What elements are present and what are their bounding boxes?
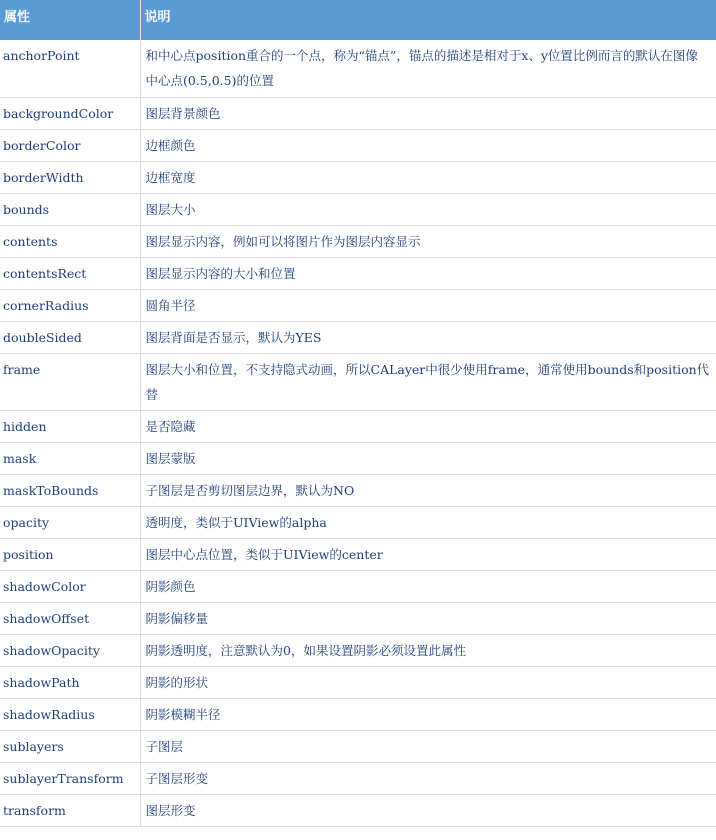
property-description: 边框颜色: [140, 129, 716, 161]
table-row: [0, 762, 716, 794]
property-description: 边框宽度: [140, 161, 716, 193]
table-row: [0, 161, 716, 193]
property-description: 图层形变: [140, 794, 716, 826]
property-name: opacity: [0, 506, 140, 538]
property-name: shadowOpacity: [0, 634, 140, 666]
header-description: 说明: [140, 0, 716, 40]
table-header: [0, 0, 716, 40]
table-row: [0, 442, 716, 474]
property-description: 子图层形变: [140, 762, 716, 794]
property-description: 阴影颜色: [140, 570, 716, 602]
table-row: [0, 474, 716, 506]
property-name: shadowPath: [0, 666, 140, 698]
property-description: 图层大小和位置，不支持隐式动画，所以CALayer中很少使用frame，通常使用bounds和position代替: [140, 353, 716, 410]
property-description: 透明度，类似于UIView的alpha: [140, 506, 716, 538]
table-row: [0, 730, 716, 762]
table-row: [0, 698, 716, 730]
property-description: 图层中心点位置，类似于UIView的center: [140, 538, 716, 570]
property-description: 图层背景颜色: [140, 97, 716, 129]
table-row: [0, 97, 716, 129]
property-name: bounds: [0, 193, 140, 225]
property-name: contentsRect: [0, 257, 140, 289]
property-name: mask: [0, 442, 140, 474]
property-description: 是否隐藏: [140, 410, 716, 442]
property-name: cornerRadius: [0, 289, 140, 321]
table-row: [0, 794, 716, 826]
property-description: 图层背面是否显示，默认为YES: [140, 321, 716, 353]
header-property: 属性: [0, 0, 140, 40]
property-name: anchorPoint: [0, 40, 140, 97]
property-description: 图层大小: [140, 193, 716, 225]
property-description: 和中心点position重合的一个点，称为“锚点”，锚点的描述是相对于x、y位置比例而言的默认在图像中心点(0.5,0.5)的位置: [140, 40, 716, 97]
property-name: sublayerTransform: [0, 762, 140, 794]
property-name: doubleSided: [0, 321, 140, 353]
property-name: borderColor: [0, 129, 140, 161]
table-row: [0, 321, 716, 353]
table-row: [0, 257, 716, 289]
property-name: shadowColor: [0, 570, 140, 602]
table-row: [0, 40, 716, 97]
property-name: maskToBounds: [0, 474, 140, 506]
property-description: 圆角半径: [140, 289, 716, 321]
property-description: 阴影偏移量: [140, 602, 716, 634]
property-name: contents: [0, 225, 140, 257]
table-row: [0, 353, 716, 410]
property-description: 图层显示内容的大小和位置: [140, 257, 716, 289]
property-description: 图层显示内容，例如可以将图片作为图层内容显示: [140, 225, 716, 257]
table-row: [0, 410, 716, 442]
property-name: sublayers: [0, 730, 140, 762]
header-row: [0, 0, 716, 40]
property-name: frame: [0, 353, 140, 410]
property-description: 阴影透明度，注意默认为0，如果设置阴影必须设置此属性: [140, 634, 716, 666]
property-description: 子图层是否剪切图层边界，默认为NO: [140, 474, 716, 506]
property-description: 图层蒙版: [140, 442, 716, 474]
property-description: 子图层: [140, 730, 716, 762]
property-name: shadowRadius: [0, 698, 140, 730]
property-name: borderWidth: [0, 161, 140, 193]
property-description: 阴影的形状: [140, 666, 716, 698]
table-row: [0, 225, 716, 257]
table-row: [0, 538, 716, 570]
table-row: [0, 129, 716, 161]
property-name: backgroundColor: [0, 97, 140, 129]
table-row: [0, 602, 716, 634]
property-name: position: [0, 538, 140, 570]
table-row: [0, 634, 716, 666]
property-name: transform: [0, 794, 140, 826]
table-row: [0, 193, 716, 225]
property-description: 阴影模糊半径: [140, 698, 716, 730]
table-row: [0, 570, 716, 602]
table-row: [0, 666, 716, 698]
table-row: [0, 506, 716, 538]
table-body: [0, 40, 716, 826]
property-name: hidden: [0, 410, 140, 442]
property-name: shadowOffset: [0, 602, 140, 634]
table-row: [0, 289, 716, 321]
